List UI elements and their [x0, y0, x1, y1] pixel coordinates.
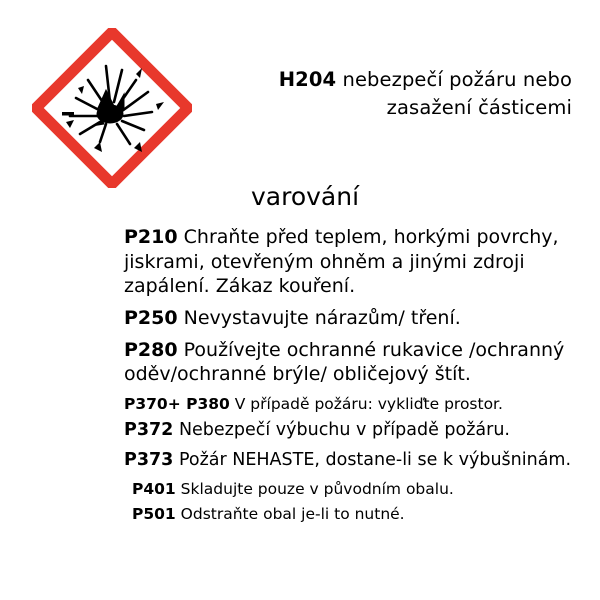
statement-code: P280 — [124, 338, 178, 361]
statement-p373 — [124, 449, 574, 472]
statement-text: Požár NEHASTE, dostane-li se k výbušninám. — [178, 450, 572, 471]
pictogram-and-hazard-row — [0, 0, 600, 188]
statement-text: V případě požáru: vykliďte prostor. — [234, 395, 503, 414]
statement-code: P501 — [132, 504, 176, 523]
exploding-bomb-icon — [32, 28, 192, 188]
hazard-text: nebezpečí požáru nebo zasažení částicemi — [342, 68, 572, 119]
statement-text: Nevystavujte nárazům/ tření. — [183, 307, 461, 330]
hazard-code: H204 — [278, 68, 337, 91]
statement-p250 — [124, 306, 574, 331]
statement-p501 — [124, 504, 574, 524]
statement-text: Používejte ochranné rukavice /ochranný oděv/ochranné brýle/ obličejový štít. — [124, 338, 565, 386]
signal-word: varování — [250, 182, 360, 211]
statement-text: Nebezpečí výbuchu v případě požáru. — [178, 420, 510, 441]
statement-p401 — [124, 479, 574, 499]
precautionary-statements — [0, 225, 600, 524]
statement-code: P210 — [124, 226, 178, 248]
statement-code: P250 — [124, 307, 178, 330]
hazard-statement — [202, 26, 578, 121]
statement-p210 — [124, 225, 574, 299]
statement-p372 — [124, 419, 574, 442]
statement-code: P370+ P380 — [124, 395, 230, 414]
statement-text: Odstraňte obal je-li to nutné. — [180, 504, 405, 523]
statement-text: Skladujte pouze v původním obalu. — [180, 479, 454, 498]
pictogram-container — [22, 26, 202, 188]
statement-p370-p380 — [124, 394, 574, 414]
statement-p280 — [124, 338, 574, 387]
statement-code: P372 — [124, 420, 174, 441]
statement-code: P373 — [124, 450, 174, 471]
statement-text: Chraňte před teplem, horkými povrchy, jiskrami, otevřeným ohněm a jinými zdroji zapálení. Zákaz kouření. — [124, 226, 559, 298]
statement-code: P401 — [132, 479, 176, 498]
